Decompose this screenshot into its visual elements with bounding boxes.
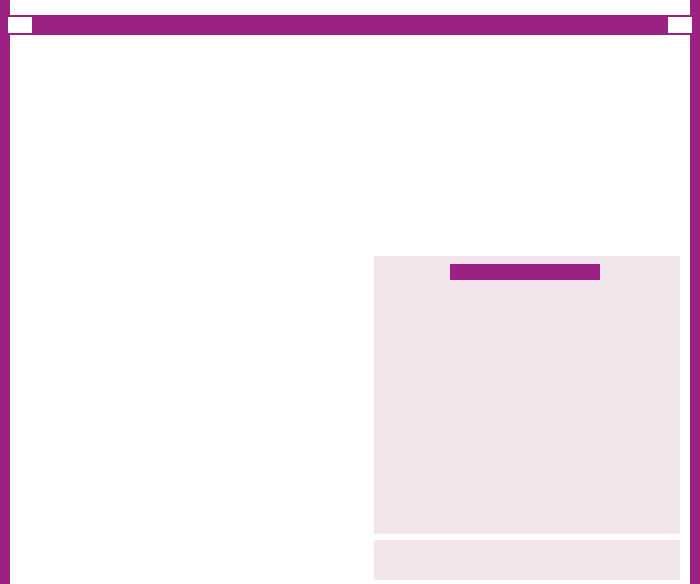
pictogram-legend xyxy=(374,256,680,534)
right-page xyxy=(350,0,700,584)
page-number xyxy=(8,17,32,33)
right-stripe xyxy=(690,0,700,584)
emergency-note xyxy=(374,540,680,580)
page-number xyxy=(668,17,692,33)
left-stripe xyxy=(0,0,10,584)
right-header xyxy=(350,15,700,35)
left-header xyxy=(0,15,350,35)
legend-title xyxy=(450,264,600,280)
